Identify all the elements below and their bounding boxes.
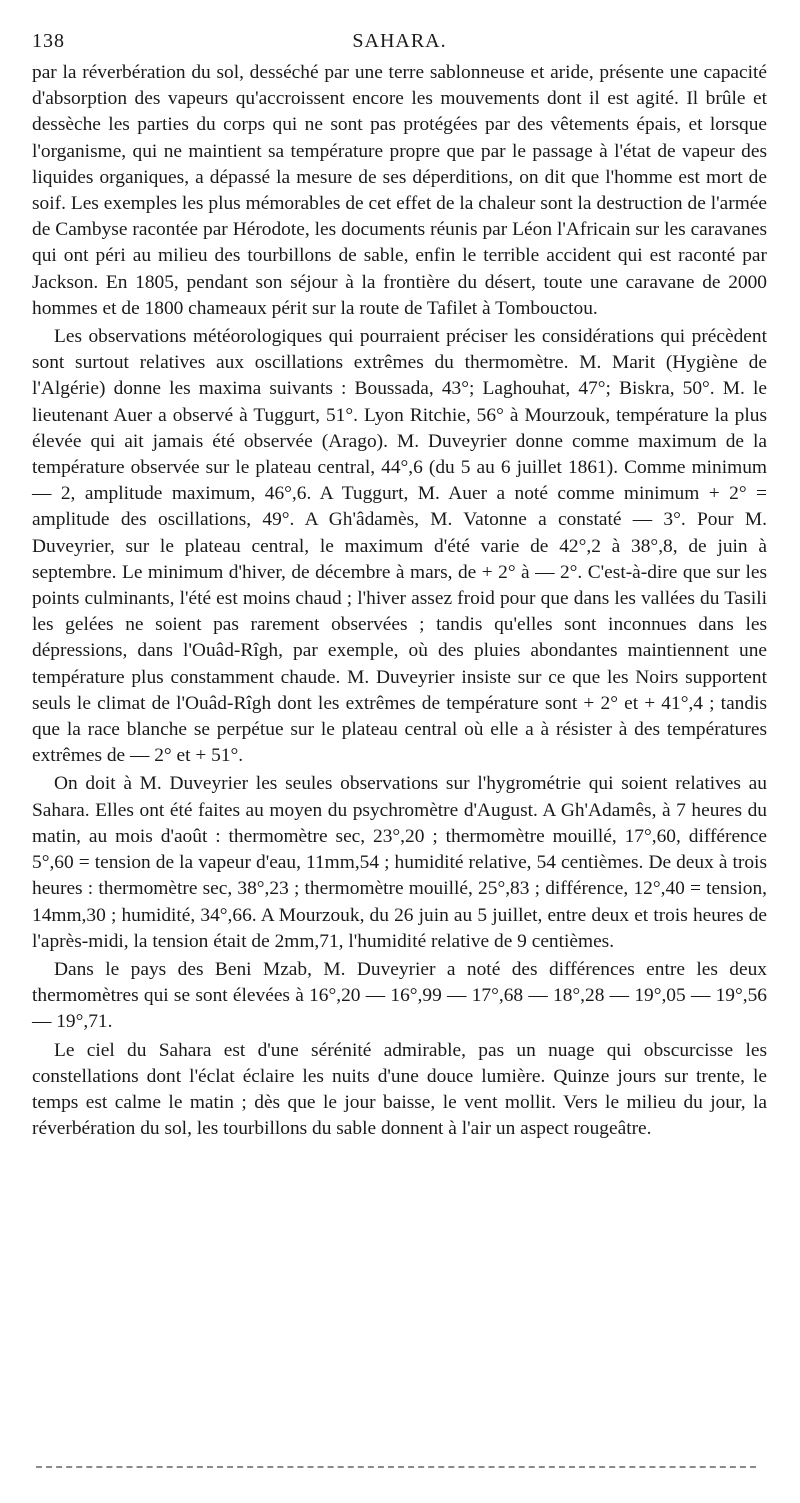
- paragraph-hygrometry: On doit à M. Duveyrier les seules observations sur l'hygrométrie qui soient relatives au Sahara. Elles ont été faites au moyen du psychromètre d'August. A Gh'Adamês, à 7 heures du matin, au mois d'août : thermomètre sec, 23°,20 ; thermomètre mouillé, 17°,60, différence 5°,60 = tension de la vapeur d'eau, 11mm,54 ; humidité relative, 54 centièmes. De deux à trois heures : thermomètre sec, 38°,23 ; thermomètre mouillé, 25°,83 ; différence, 12°,40 = tension, 14mm,30 ; humidité, 34°,66. A Mourzouk, du 26 juin au 5 juillet, entre deux et trois heures de l'après-midi, la tension était de 2mm,71, l'humidité relative de 9 centièmes.: [32, 773, 767, 952]
- page-number: 138: [32, 30, 65, 52]
- paragraph-mzab-differences: Dans le pays des Beni Mzab, M. Duveyrier a noté des différences entre les deux thermomètres qui se sont élevées à 16°,20 — 16°,99 — 17°,68 — 18°,28 — 19°,05 — 19°,56 — 19°,71.: [32, 958, 767, 1033]
- paragraph-sky: Le ciel du Sahara est d'une sérénité admirable, pas un nuage qui obscurcisse les constellations dont l'éclat éclaire les nuits d'une douce lumière. Quinze jours sur trente, le temps est calme le matin ; dès que le jour baisse, le vent mollit. Vers le milieu du jour, la réverbération du sol, les tourbillons du sable donnent à l'air un aspect rougeâtre.: [32, 1039, 767, 1140]
- paragraph-thirst: par la réverbération du sol, desséché par une terre sablonneuse et aride, présente une capacité d'absorption des vapeurs qu'accroissent encore les mouvements dont il est agité. Il brûle et dessèche les parties du corps qui ne sont pas protégées par des vêtements épais, et lorsque l'organisme, qui ne maintient sa température propre que par le passage à l'état de vapeur des liquides organiques, a dépassé la mesure de ses déperditions, on dit que l'homme est mort de soif. Les exemples les plus mémorables de cet effet de la chaleur sont la destruction de l'armée de Cambyse racontée par Hérodote, les documents réunis par Léon l'Africain sur les caravanes qui ont péri au milieu des tourbillons de sable, enfin le terrible accident qui est raconté par Jackson. En 1805, pendant son séjour à la frontière du désert, toute une caravane de 2000 hommes et de 1800 chameaux périt sur la route de Tafilet à Tombouctou.: [32, 62, 767, 319]
- paragraph-temperature-extremes: Les observations météorologiques qui pourraient préciser les considérations qui précèdent sont surtout relatives aux oscillations extrêmes du thermomètre. M. Marit (Hygiène de l'Algérie) donne les maxima suivants : Boussada, 43°; Laghouhat, 47°; Biskra, 50°. M. le lieutenant Auer a observé à Tuggurt, 51°. Lyon Ritchie, 56° à Mourzouk, température la plus élevée qui ait jamais été observée (Arago). M. Duveyrier donne comme maximum de la température observée sur le plateau central, 44°,6 (du 5 au 6 juillet 1861). Comme minimum — 2, amplitude maximum, 46°,6. A Tuggurt, M. Auer a noté comme minimum + 2° = amplitude des oscillations, 49°. A Gh'âdamès, M. Vatonne a constaté — 3°. Pour M. Duveyrier, sur le plateau central, le maximum d'été varie de 42°,2 à 38°,8, de juin à septembre. Le minimum d'hiver, de décembre à mars, de + 2° à — 2°. C'est-à-dire que sur les points culminants, l'été est moins chaud ; l'hiver assez froid pour que dans les vallées du Tasili les gelées ne soient pas rarement observées ; tandis qu'elles sont inconnues dans les dépressions, dans l'Ouâd-Rîgh, par exemple, où des pluies abondantes maintiennent une température plus constamment chaude. M. Duveyrier insiste sur ce que les Noirs supportent seuls le climat de l'Ouâd-Rîgh dont les extrêmes de température sont + 2° et + 41°,4 ; tandis que la race blanche se perpétue sur le plateau central où elle a à résister à des températures extrêmes de — 2° et + 51°.: [32, 326, 767, 767]
- book-page: [32, 24, 767, 1142]
- running-head: [32, 24, 767, 60]
- body-text: [32, 60, 767, 1142]
- running-title: SAHARA.: [352, 30, 447, 52]
- footer-dashed-rule: [36, 1466, 756, 1468]
